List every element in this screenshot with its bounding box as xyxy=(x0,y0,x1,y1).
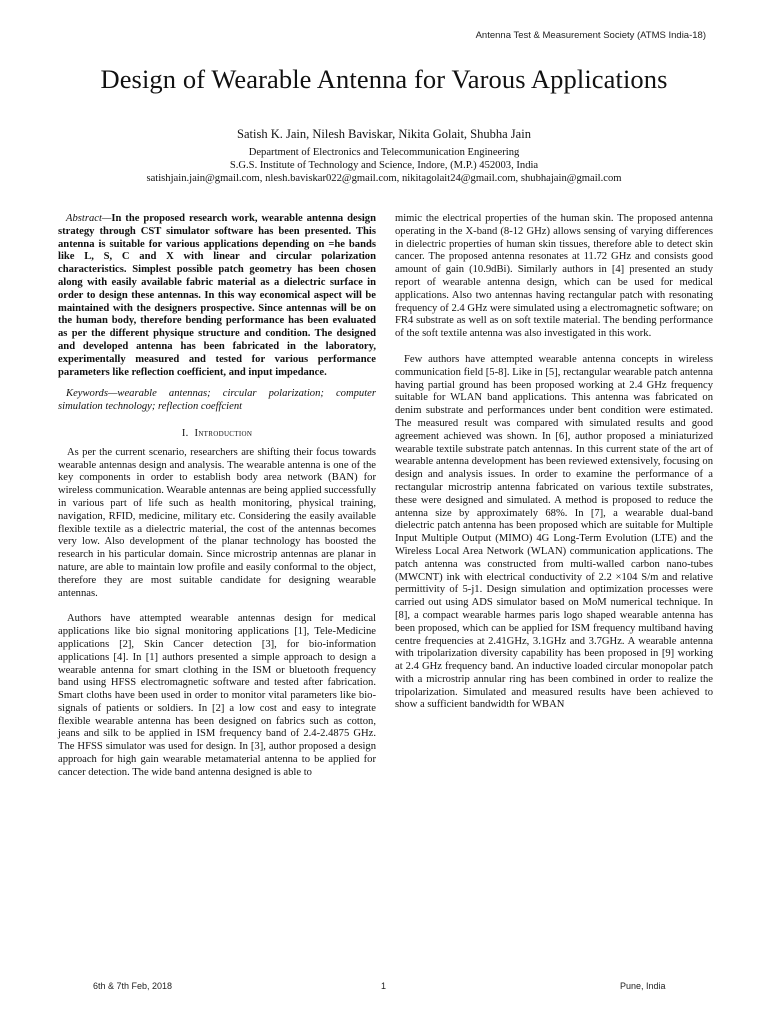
left-column xyxy=(58,213,376,780)
footer-place: Pune, India xyxy=(620,981,666,991)
paper-title: Design of Wearable Antenna for Varous Applications xyxy=(100,64,668,94)
intro-paragraph-3: mimic the electrical properties of the human skin. The proposed antenna operating in the X-band (8-12 GHz) allows sensing of varying differences in dielectric properties of human skin tissues, therefore able to detect skin cancer. The proposed antenna resonates at 11.72 GHz and consists good amount of gain (10.9dBi). Similarly authors in [4] presented an study report of wearable antenna design, which can be used for medical applications. Also two antennas having rectangular patch with resonating frequency of 2.4 GHz were simulated using a electromagnetic software; on FR4 substrate as well as on soft textile material. The bending performance of the soft textile antenna was also investigated in this work. xyxy=(395,213,713,340)
section-title: Introduction xyxy=(194,427,253,439)
keywords: Keywords—wearable antennas; circular polarization; computer simulation technology; reflection coeffcient xyxy=(58,388,376,413)
affiliation xyxy=(0,147,768,185)
abstract-label: Abstract— xyxy=(66,213,112,224)
running-header: Antenna Test & Measurement Society (ATMS India-18) xyxy=(475,30,706,41)
author-emails: satishjain.jain@gmail.com, nlesh.baviskar022@gmail.com, nikitagolait24@gmail.com, shubhajain@gmail.com xyxy=(146,172,622,184)
intro-paragraph-2: Authors have attempted wearable antennas design for medical applications like bio signal monitoring applications [1], Tele-Medicine applications [2], Skin Cancer detection [3], for bio-information applications [4]. In [1] authors presented a simple approach to design a wearable antenna for smart clothing in the ISM or bluetooth frequency band using HFSS electromagnetic software and tested after fabrication. Smart cloths have been used in order to monitor vital parameters like bio- signals of patients or soldiers. In [2] a low cost and easy to integrate flexible wearable antenna has been designed on fabrics such as cotton, jeans and silk to be applied in ISM frequency band of 2.4-2.4875 GHz. The HFSS simulator was used for design. In [3], author proposed a design approach for high gain wearable metamaterial antenna to be applied for cancer detection. The wide band antenna designed is able to xyxy=(58,613,376,778)
intro-paragraph-4: Few authors have attempted wearable antenna concepts in wireless communication field [5-8]. Like in [5], rectangular wearable patch antenna having partial ground has been proposed working at 2.4 GHz frequency suitable for WLAN band applications. This antenna was fabricated on denim substrate and performances under bent condition were estimated. The measured result was compared with simulated results and good agreement achieved was shown. In [6], author proposed a miniaturized wearable textile substrate patch antennas. In this current state of the art of wearable antenna development has been reviewed extensively, focusing on design and analysis issues. In order to examine the performance of a rectangular microstrip antenna fabricated on various textile substrates, these were designed and simulated. A method is proposed to reduce the antenna size by approximately 68%. In [7], a wearable dual-band dielectric patch antenna has been proposed which are suitable for Multiple Input Multiple Output (MIMO) 4G Long-Term Evolution (LTE) and the Wireless Local Area Network (WLAN) communication applications. The patch antenna was constructed from multi-walled carbon nano-tubes (MWCNT) ink with electrical conductivity of 2.2 ×104 S/m and relative permittivity of 5-j1. Design simulation and optimization processes were carried out using ADS simulator based on MoM numerical technique. In [8], a compact wearable harmes paris logo shaped wearable antenna has been proposed, which can be applied for ISM frequency multiband having centre frequencies at 2.41GHz, 3.1GHz and 3.7GHz. A wearable antenna with tripolarization diversity capability has been proposed in [9] working at 2.4 GHz frequency band. An inductive loaded circular monopolar patch with a microstrip annular ring has been combined in order to realize the tripolarization. Simulated and measured results have been achieved to show a sufficient bandwidth for WBAN xyxy=(395,353,713,711)
section-heading-introduction xyxy=(58,428,376,441)
footer-page-number: 1 xyxy=(381,981,387,991)
footer-date: 6th & 7th Feb, 2018 xyxy=(93,981,173,991)
abstract xyxy=(58,213,376,379)
right-column xyxy=(395,213,713,712)
section-number: I. xyxy=(181,427,189,439)
institute: S.G.S. Institute of Technology and Science, Indore, (M.P.) 452003, India xyxy=(229,159,539,171)
department: Department of Electronics and Telecommunication Engineering xyxy=(248,147,520,158)
intro-paragraph-1: As per the current scenario, researchers are shifting their focus towards wearable antennas design and analysis. The wearable antenna is one of the key components in order to establish body area network (BAN) for wireless communication. Wearable antennas are being applied successfully in various part of life such as health monitoring, physical training, navigation, RFID, medicine, military etc. Considering the easily available flexible textile as a dielectric material, the cost of the antennas becomes very low. Also development of the planar technology has boosted the research in his particular domain. Since microstrip antennas are planar in nature, are able to maintain low profile and easily conformal to the object, therefore they are most suitable candidate for designing wearable antennas. xyxy=(58,446,376,599)
abstract-text: In the proposed research work, wearable antenna design strategy through CST simulator software has been presented. This antenna is suitable for various applications depending on =he bands like L, S, C and X with linear and circular polarization characteristics. Simplest possible patch geometry has been chosen along with easily available fabric material as a dielectric surface in order to design these antennas. In this way economical aspect will be maintained with the designers prospective. Since antennas will be on the human body, therefore bending performance has been evaluated as per the different physique structure and condition. The designed and developed antenna has been fabricated in the laboratory, experimentally measured and tested for various performance parameters like reflection coefficient, and input impedance. xyxy=(58,213,376,378)
author-list: Satish K. Jain, Nilesh Baviskar, Nikita Golait, Shubha Jain xyxy=(237,127,531,141)
